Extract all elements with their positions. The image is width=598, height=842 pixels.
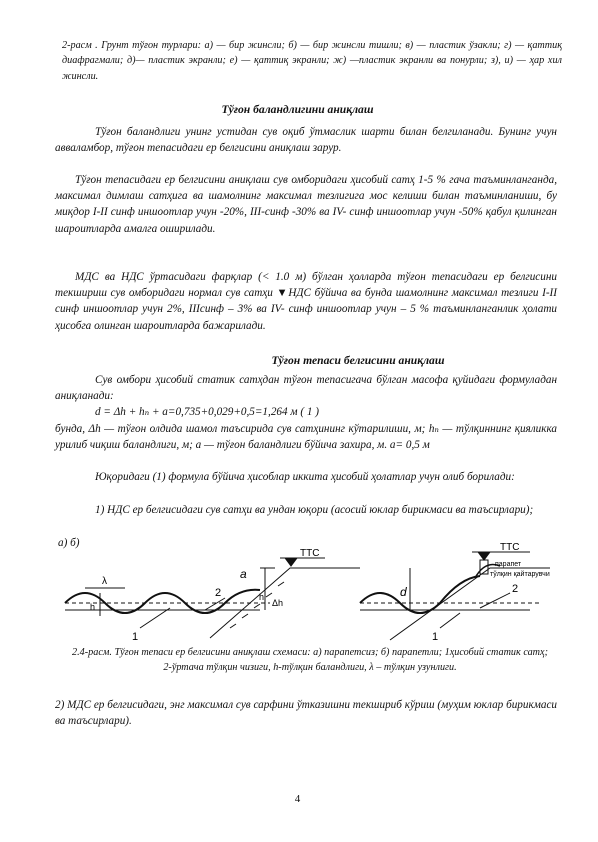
subfigure-labels: а) б) — [58, 537, 80, 549]
label-h-a: h — [90, 602, 96, 612]
paragraph-crest-elevation: Тўғон тепасидаги ер белгисини аниқлаш сув омборидаги ҳисобий сатҳ 1-5 % гача таъминланганда, максимал димлаш сатҳига ва шамолнинг максимал тезлигига мос келиши билан таъминланиши, бу миқдор I-II синф иншоотлар учун -20%, III-синф -30% ва IV- синф иншоотлар учун -50% қабул қилинган шароитларда амалга оширилади. — [55, 174, 557, 235]
section-title-crest: Тўғон тепаси белгисини аниқлаш — [271, 354, 445, 367]
paragraph-case-1: 1) НДС ер белгисидаги сув сатҳи ва ундан юқори (асосий юклар бирикмаси ва таъсирлари); — [95, 504, 534, 516]
section-title-dam-height: Тўғон баландлигини аниқлаш — [221, 103, 374, 116]
paragraph-where: бунда, Δh — тўғон олдида шамол таъсирида сув сатҳининг кўтарилиши, м; hₙ — тўлқиннинг қияликка урилиб чиқиш баландлиги, м; а — тўғон баландлиги бўйича захира, м. а= 0,5 м — [55, 423, 557, 452]
label-1-a: 1 — [132, 631, 139, 643]
label-2-a: 2 — [215, 587, 222, 599]
paragraph-mds-nds: МДС ва НДС ўртасидаги фарқлар (< 1.0 м) бўлган ҳолларда тўғон тепасидаги ер белгисини текшириш сув омборидаги нормал сув сатҳи ▼НДС бўйича ва бунда шамолнинг максимал тезлиги I-II синф иншоотлар учун 2%, IIIсинф – 3% ва IV- синф иншоотлар учун – 5 % таъминланганлик ҳолати ҳисобга олинган шароитларда бажарилади. — [55, 271, 557, 332]
label-2-b: 2 — [512, 583, 519, 595]
label-h-a2: h — [259, 592, 265, 602]
label-wall: тўлқин қайтарувчи — [490, 571, 550, 578]
label-parapet: парапет — [495, 561, 522, 568]
wave-profile-b — [360, 576, 480, 613]
page-number: 4 — [294, 793, 301, 805]
paragraph-distance: Сув омбори ҳисобий статик сатҳдан тўғон тепасигача бўлган масофа қуйидаги формуладан аниқланади: — [55, 374, 557, 403]
label-d-b: d — [400, 585, 407, 599]
ttc-marker-a — [285, 558, 297, 566]
panel-b — [360, 552, 550, 640]
dam-slope-a — [210, 568, 360, 638]
formula-d: d = Δh + hₙ + a=0,735+0,029+0,5=1,264 м ( 1 ) — [95, 406, 319, 418]
paragraph-two-cases: Юқоридаги (1) формула бўйича ҳисоблар иккита ҳисобий ҳолатлар учун олиб борилади: — [95, 471, 515, 483]
label-1-b: 1 — [432, 631, 439, 643]
figure-caption-wave-scheme: 2.4-расм. Тўғон тепаси ер белгисини аниқлаш схемаси: а) парапетсиз; б) парапетли; 1ҳисобий статик сатҳ; 2-ўртача тўлқин чизиги, h-тўлқин баландлиги, λ – тўлқин узунлиги. — [72, 647, 548, 673]
paragraph-case-2: 2) МДС ер белгисидаги, энг максимал сув сарфини ўтказишни текшириб кўриш (муҳим юклар бирикмаси ва таъсирлари). — [55, 699, 557, 728]
panel-a — [65, 558, 360, 638]
label-ttc-b: ТТС — [500, 542, 520, 553]
label-lambda: λ — [102, 576, 107, 587]
ttc-marker-b — [478, 552, 490, 560]
paragraph-height-intro: Тўғон баландлиги унинг устидан сув оқиб ўтмаслик шарти билан белгиланади. Бунинг учун авваламбор, тўғон тепасидаги ер белгисини аниқлаш зарур. — [55, 126, 557, 155]
figure-caption-soil-dams: 2-расм . Грунт тўғон турлари: а) — бир жинсли; б) — бир жинсли тишли; в) — пластик ўзакли; г) — қаттиқ диафрагмали; д)— пластик экранли; е) — қаттиқ экранли; ж) —пластик экранли ва понурли; з), и) — ҳар хил жинсли. — [62, 40, 562, 82]
label-a-a: а — [240, 567, 247, 581]
label-ttc-a: ТТС — [300, 548, 320, 559]
label-dh-a: Δh — [272, 598, 284, 608]
